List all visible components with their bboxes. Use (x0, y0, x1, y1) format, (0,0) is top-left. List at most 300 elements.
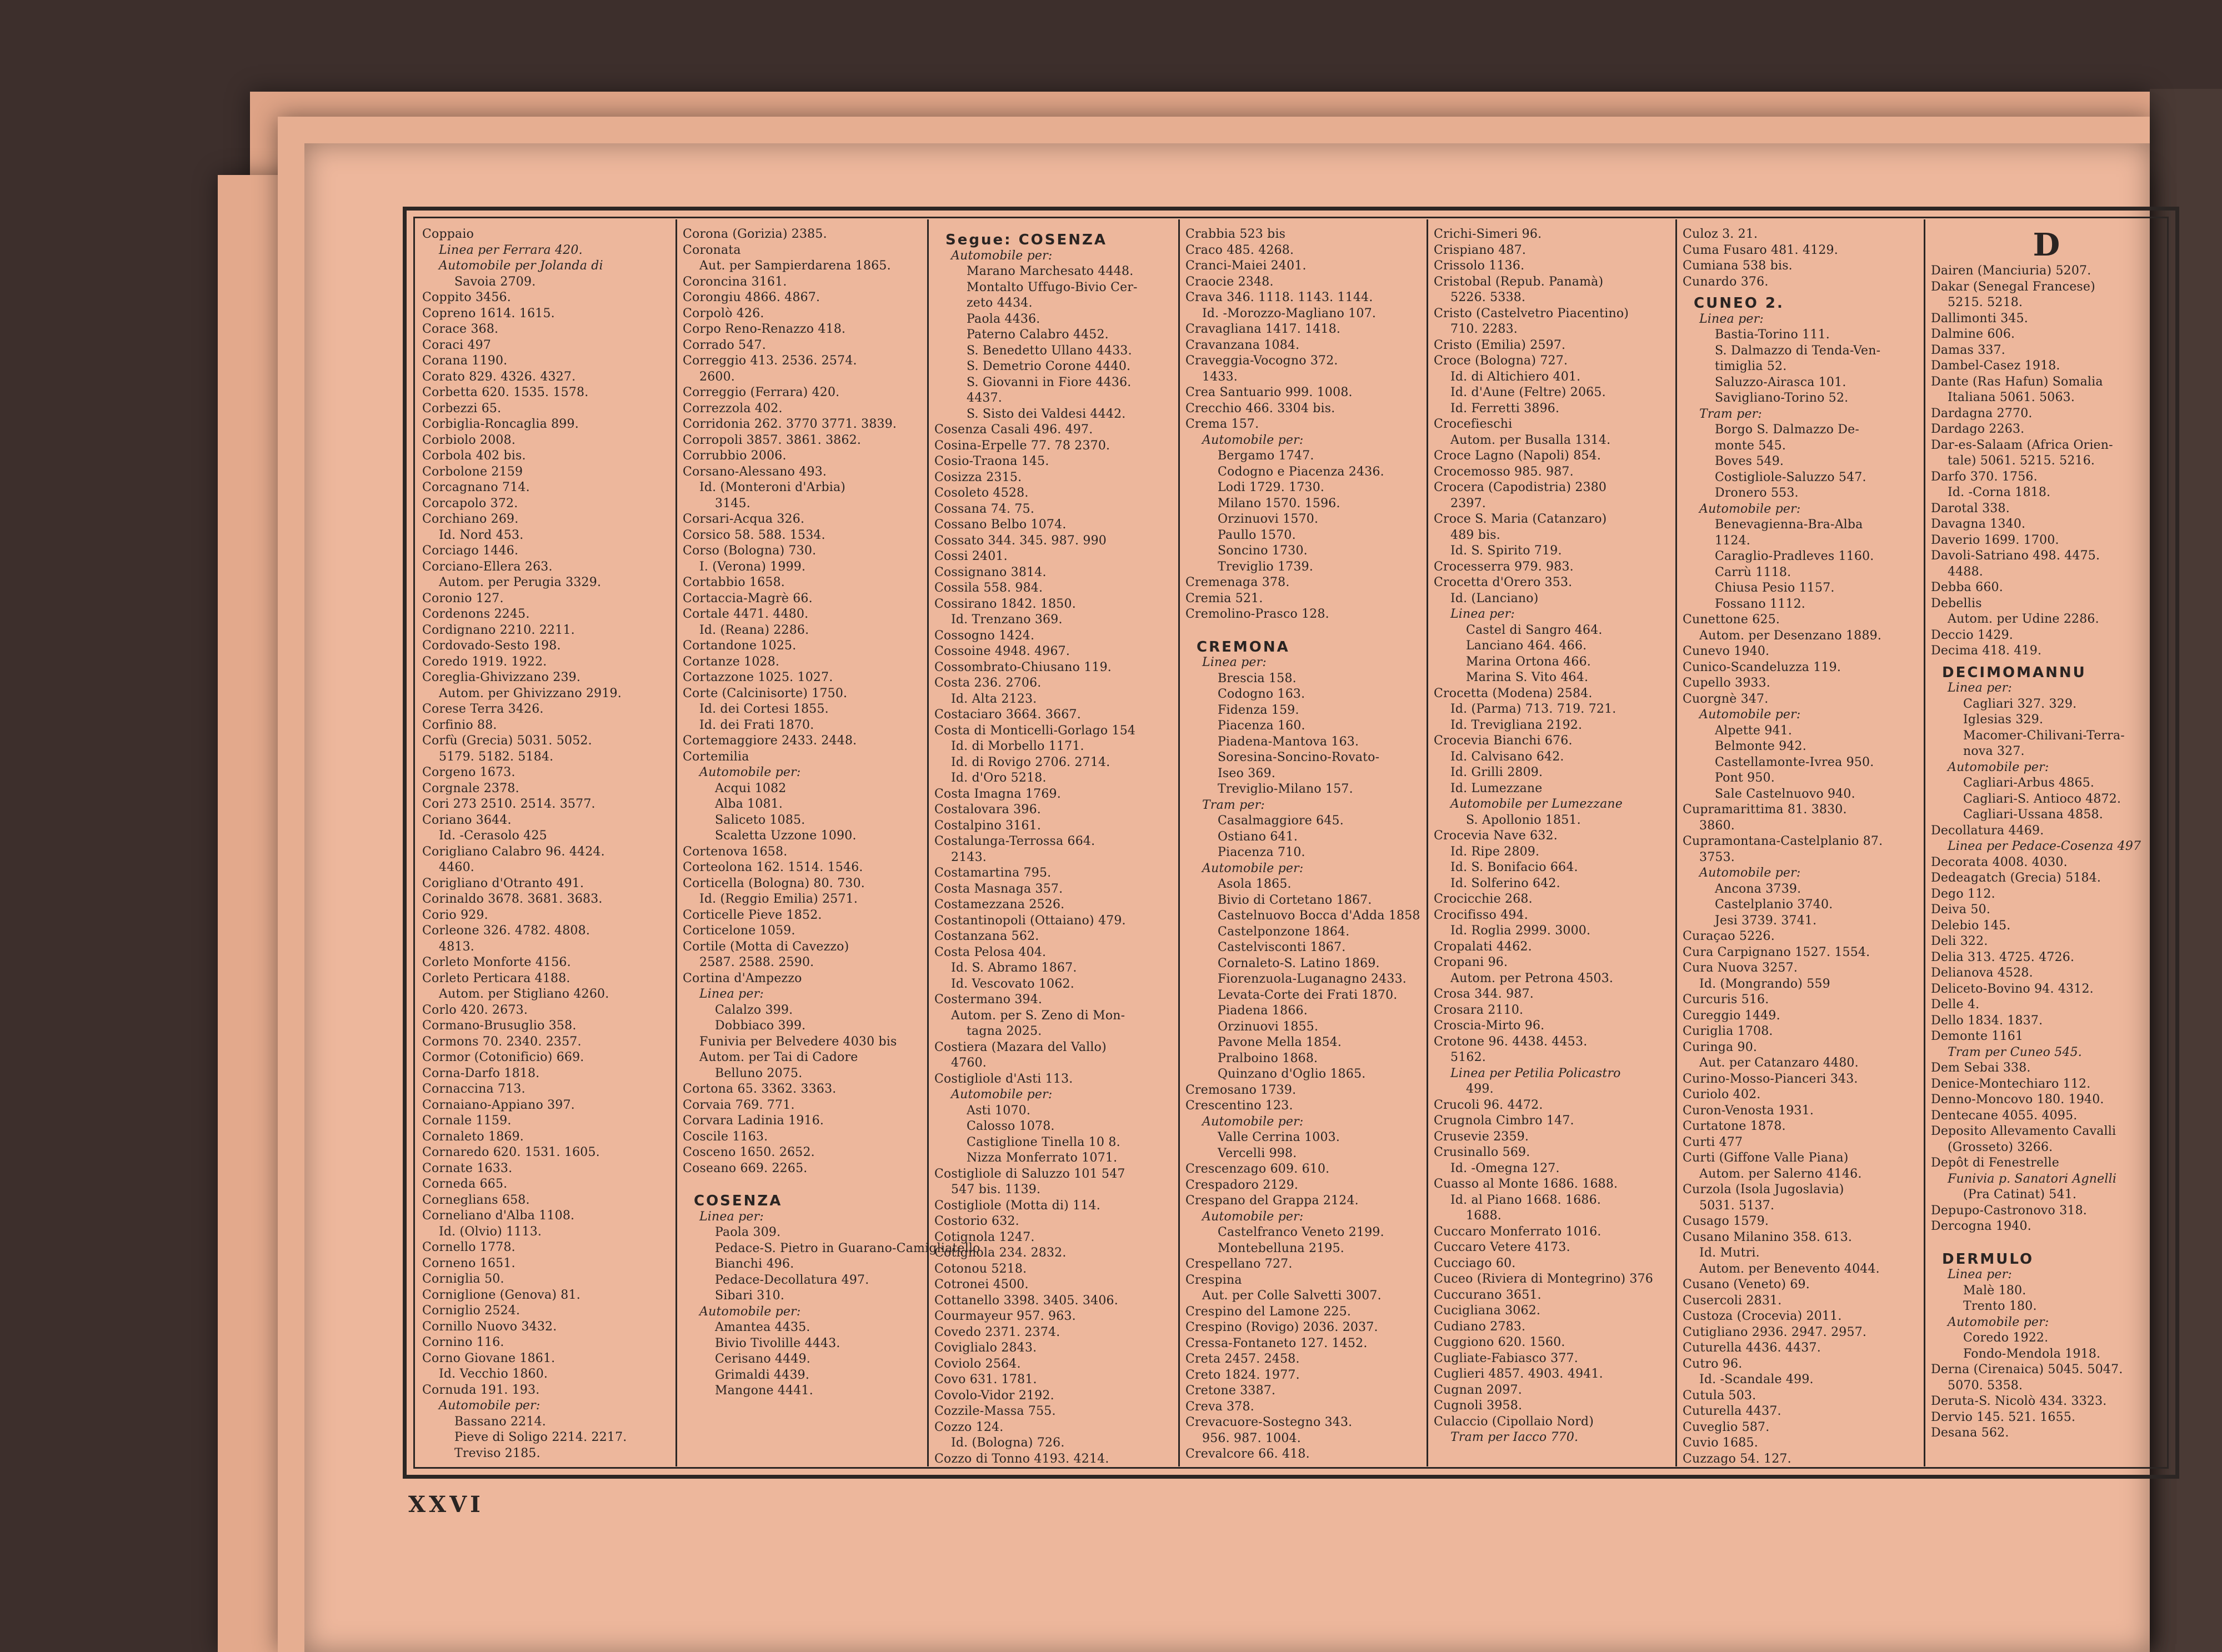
index-entry: Linea per: (1450, 607, 1515, 621)
index-entry: Crusevie 2359. (1434, 1129, 1529, 1144)
index-entry: Id. S. Bonifacio 664. (1450, 860, 1578, 874)
index-entry: Cornale 1159. (422, 1114, 512, 1128)
index-entry: Cotonou 5218. (934, 1261, 1027, 1276)
index-entry: Corridonia 262. 3770 3771. 3839. (683, 417, 897, 431)
index-entry: Corticelle Pieve 1852. (683, 908, 822, 922)
index-entry: Cura Nuova 3257. (1683, 961, 1798, 975)
index-entry: Cormano-Brusuglio 358. (422, 1019, 577, 1033)
index-entry: Aut. per Catanzaro 4480. (1699, 1056, 1859, 1070)
index-entry: Cunico-Scandeluzza 119. (1683, 660, 1841, 674)
index-entry: Piacenza 160. (1218, 719, 1305, 733)
index-entry: Cremenaga 378. (1185, 575, 1290, 589)
index-entry: Automobile per: (1699, 502, 1801, 516)
index-entry: Decorata 4008. 4030. (1931, 855, 2068, 869)
index-entry: Marina S. Vito 464. (1466, 670, 1589, 684)
index-entry: Courmayeur 957. 963. (934, 1309, 1076, 1323)
index-entry: Dego 112. (1931, 887, 1995, 901)
index-entry: Cusano Milanino 358. 613. (1683, 1230, 1853, 1244)
index-entry: Dalmine 606. (1931, 327, 2015, 341)
index-entry: 4760. (951, 1056, 987, 1070)
index-entry: Coroncina 3161. (683, 274, 787, 289)
index-entry: Boves 549. (1715, 454, 1784, 468)
index-entry: Cuvio 1685. (1683, 1436, 1758, 1450)
index-entry: Covo 631. 1781. (934, 1373, 1037, 1386)
index-column-7 (1925, 227, 2168, 1469)
index-entry: nova 327. (1963, 744, 2025, 758)
index-entry: Cropalati 4462. (1434, 939, 1532, 954)
index-entry: Coredo 1919. 1922. (422, 654, 547, 669)
index-entry: Cutigliano 2936. 2947. 2957. (1683, 1325, 1867, 1339)
index-entry: Id. Roglia 2999. 3000. (1450, 924, 1591, 938)
index-entry: Cremolino-Prasco 128. (1185, 607, 1329, 621)
index-entry: Corace 368. (422, 322, 499, 336)
index-entry: 3145. (715, 496, 750, 510)
index-entry: Croscia-Mirto 96. (1434, 1019, 1545, 1033)
index-entry: Autom. per Stigliano 4260. (439, 987, 609, 1001)
index-entry: Bianchi 496. (715, 1257, 794, 1271)
index-entry: Cuzzago 54. 127. (1683, 1451, 1791, 1466)
index-entry: Corleone 326. 4782. 4808. (422, 924, 590, 938)
index-entry: Costorio 632. (934, 1214, 1019, 1228)
index-entry: Corbiolo 2008. (422, 433, 516, 447)
index-entry: Automobile per: (1699, 708, 1801, 722)
index-entry: Treviglio-Milano 157. (1218, 782, 1353, 796)
index-entry: Denice-Montechiaro 112. (1931, 1077, 2091, 1091)
index-entry: Costamartina 795. (934, 866, 1052, 880)
index-entry: Autom. per Udine 2286. (1948, 612, 2099, 626)
index-entry: Curinga 90. (1683, 1040, 1758, 1054)
index-entry: 956. 987. 1004. (1202, 1431, 1301, 1445)
section-heading: Segue: COSENZA (945, 232, 1107, 248)
index-entry: Automobile per Lumezzane (1450, 797, 1623, 811)
index-entry: Debba 660. (1931, 580, 2003, 594)
index-entry: Brescia 158. (1218, 671, 1297, 685)
index-entry: Cuggiono 620. 1560. (1434, 1335, 1565, 1349)
index-entry: Valle Cerrina 1003. (1218, 1130, 1340, 1144)
index-entry: Linea per Pedace-Cosenza 497 (1948, 839, 2141, 853)
index-entry: Savoia 2709. (454, 274, 536, 289)
index-entry: Cossila 558. 984. (934, 581, 1043, 595)
index-entry: 4488. (1948, 564, 1983, 579)
index-entry: Coraci 497 (422, 338, 492, 352)
index-entry: 499. (1466, 1082, 1494, 1096)
index-entry: Crespellano 727. (1185, 1257, 1293, 1271)
index-entry: Dentecane 4055. 4095. (1931, 1108, 2078, 1123)
index-entry: Piadena-Mantova 163. (1218, 734, 1359, 749)
index-entry: Id. di Rovigo 2706. 2714. (951, 755, 1110, 769)
index-entry: Id. -Corna 1818. (1948, 485, 2051, 499)
page-number: XXVI (408, 1491, 484, 1518)
index-entry: Linea per: (1948, 1268, 2012, 1281)
index-entry: Costiera (Mazara del Vallo) (934, 1040, 1107, 1054)
index-entry: Id. Mutri. (1699, 1246, 1760, 1260)
index-entry: Deiva 50. (1931, 903, 1991, 917)
index-entry: Corcapolo 372. (422, 496, 518, 510)
index-entry: Cosina-Erpelle 77. 78 2370. (934, 438, 1110, 453)
index-entry: Id. (Bolognа) 726. (951, 1436, 1065, 1450)
index-entry: Id. (Mongrando) 559 (1699, 977, 1830, 991)
index-entry: Paola 309. (715, 1225, 781, 1239)
index-entry: Id. di Morbello 1171. (951, 739, 1084, 753)
index-entry: Sale Castelnuovo 940. (1715, 787, 1855, 801)
index-column-1 (417, 227, 675, 1469)
index-entry: Bergamo 1747. (1218, 449, 1314, 463)
section-heading: DECIMOMANNU (1942, 664, 2086, 681)
index-entry: Cotignola 234. 2832. (934, 1246, 1067, 1260)
index-entry: Castellamonte-Ivrea 950. (1715, 755, 1874, 769)
index-entry: Mangone 4441. (715, 1384, 813, 1398)
index-entry: Id. (Olvio) 1113. (439, 1224, 542, 1239)
index-entry: S. Demetrio Corone 4440. (967, 359, 1131, 373)
index-entry: Cortandone 1025. (683, 639, 797, 653)
index-entry: Linea per Ferrara 420. (439, 243, 583, 257)
index-entry: 3860. (1699, 818, 1735, 833)
index-entry: Alba 1081. (715, 797, 783, 811)
index-entry: Cornaredo 620. 1531. 1605. (422, 1145, 600, 1159)
index-entry: Carrù 1118. (1715, 565, 1791, 579)
index-entry: Id. Vescovato 1062. (951, 977, 1074, 991)
index-entry: Cupramontana-Castelplanio 87. (1683, 834, 1883, 848)
index-entry: Crucoli 96. 4472. (1434, 1098, 1543, 1112)
index-entry: Castiglione Tinella 10 8. (967, 1135, 1120, 1149)
index-entry: Fidenza 159. (1218, 703, 1299, 717)
index-entry: 2397. (1450, 496, 1486, 510)
index-entry: Dercogna 1940. (1931, 1219, 2031, 1233)
index-entry: Pralboino 1868. (1218, 1051, 1318, 1065)
index-entry: Soresina-Soncino-Rovato- (1218, 750, 1380, 764)
index-entry: Cunevo 1940. (1683, 644, 1770, 658)
index-entry: Dello 1834. 1837. (1931, 1013, 2043, 1028)
index-entry: Corciano-Ellera 263. (422, 559, 553, 574)
index-entry: Malè 180. (1963, 1283, 2026, 1298)
index-entry: Id. d'Aune (Feltre) 2065. (1450, 386, 1606, 399)
index-entry: Davoli-Satriano 498. 4475. (1931, 549, 2100, 563)
index-entry: 2143. (951, 850, 987, 864)
index-entry: Covedo 2371. 2374. (934, 1325, 1060, 1339)
index-column-5 (1428, 227, 1675, 1469)
index-entry: Cuccaro Vetere 4173. (1434, 1240, 1570, 1254)
index-entry: Desana 562. (1931, 1426, 2009, 1440)
index-entry: Funivia per Belvedere 4030 bis (699, 1034, 897, 1049)
index-entry: Cortenova 1658. (683, 844, 788, 859)
index-entry: Cortona 65. 3362. 3363. (683, 1082, 837, 1096)
index-entry: Corpolò 426. (683, 306, 764, 321)
index-entry: Autom. per Perugia 3329. (439, 575, 602, 589)
index-entry: Caraglio-Pradleves 1160. (1715, 549, 1874, 563)
index-entry: Paullo 1570. (1218, 528, 1296, 542)
index-entry: Acqui 1082 (715, 781, 787, 795)
index-entry: Autom. per Petrona 4503. (1450, 971, 1614, 985)
index-entry: Corniglio 2524. (422, 1304, 521, 1318)
index-entry: 3753. (1699, 850, 1735, 864)
index-entry: Cunettone 625. (1683, 613, 1780, 627)
index-entry: Cossi 2401. (934, 549, 1008, 563)
index-entry: Coscile 1163. (683, 1129, 768, 1144)
index-entry: Bastia-Torino 111. (1715, 328, 1830, 342)
index-entry: Crosa 344. 987. (1434, 987, 1534, 1001)
index-entry: Automobile per: (699, 765, 801, 779)
index-entry: Corbolone 2159 (422, 464, 523, 479)
index-entry: Automobile per: (1948, 1315, 2049, 1329)
index-entry: Crugnola Cimbro 147. (1434, 1114, 1574, 1128)
index-entry: Autom. per S. Zeno di Mon- (951, 1008, 1125, 1023)
section-heading: D (2033, 227, 2060, 263)
index-entry: Linea per: (1699, 312, 1764, 326)
index-entry: Castelponzone 1864. (1218, 924, 1350, 939)
index-entry: Automobile per: (951, 248, 1053, 263)
index-entry: Cortazzone 1025. 1027. (683, 670, 833, 684)
index-entry: Cropani 96. (1434, 955, 1508, 969)
index-entry: 1688. (1466, 1209, 1502, 1223)
section-heading: COSENZA (694, 1193, 783, 1209)
index-entry: Cortemaggiore 2433. 2448. (683, 734, 857, 748)
index-entry: Cornino 116. (422, 1335, 504, 1349)
index-entry: Corato 829. 4326. 4327. (422, 369, 576, 384)
index-entry: Costigliole (Motta di) 114. (934, 1198, 1100, 1213)
index-entry: Correzzola 402. (683, 401, 783, 415)
index-entry: Delianova 4528. (1931, 966, 2033, 980)
index-entry: Id. al Piano 1668. 1686. (1450, 1193, 1602, 1207)
index-entry: Fossano 1112. (1715, 597, 1805, 611)
index-entry: Id. -Omegna 127. (1450, 1161, 1560, 1175)
index-entry: Cossana 74. 75. (934, 502, 1035, 516)
index-entry: Crevacuore-Sostegno 343. (1185, 1415, 1353, 1429)
index-entry: Cozzile-Massa 755. (934, 1404, 1056, 1418)
index-entry: Automobile per: (1202, 1209, 1304, 1224)
index-entry: Cortanze 1028. (683, 654, 780, 669)
index-entry: Curtatone 1878. (1683, 1119, 1786, 1133)
index-entry: Corbola 402 bis. (422, 449, 526, 463)
index-entry: Corneda 665. (422, 1177, 508, 1191)
index-entry: Calosso 1078. (967, 1119, 1055, 1133)
index-entry: Corno Giovane 1861. (422, 1351, 556, 1365)
index-entry: Depôt di Fenestrelle (1931, 1156, 2059, 1170)
index-entry: S. Giovanni in Fiore 4436. (967, 375, 1132, 389)
index-entry: Corneliano d'Alba 1108. (422, 1209, 575, 1223)
index-entry: Italiana 5061. 5063. (1948, 391, 2075, 404)
index-entry: Autom. per Busalla 1314. (1450, 433, 1611, 447)
index-entry: Cossogno 1424. (934, 628, 1035, 643)
index-entry: Cortale 4471. 4480. (683, 607, 809, 621)
index-entry: Corneglians 658. (422, 1193, 530, 1207)
index-entry: Cuorgnè 347. (1683, 692, 1769, 706)
index-entry: Corfù (Grecia) 5031. 5052. (422, 734, 592, 748)
index-entry: Cutula 503. (1683, 1388, 1756, 1403)
index-entry: Cagliari-Arbus 4865. (1963, 776, 2095, 790)
index-entry: Coriano 3644. (422, 813, 512, 827)
index-entry: Cordenons 2245. (422, 607, 530, 621)
index-entry: Linea per Petilia Policastro (1450, 1066, 1621, 1080)
index-entry: Deli 322. (1931, 934, 1988, 948)
index-entry: Crichi-Simeri 96. (1434, 227, 1542, 241)
index-entry: Corigliano d'Otranto 491. (422, 876, 584, 890)
index-entry: Cossignano 3814. (934, 565, 1047, 579)
index-entry: Correggio 413. 2536. 2574. (683, 354, 857, 368)
index-entry: Curiolo 402. (1683, 1088, 1761, 1102)
index-entry: Linea per: (1202, 655, 1267, 669)
index-entry: Cuccaro Monferrato 1016. (1434, 1224, 1602, 1239)
index-entry: Saliceto 1085. (715, 813, 805, 827)
index-entry: Cura Carpignano 1527. 1554. (1683, 945, 1870, 959)
index-entry: Costamezzana 2526. (934, 898, 1065, 912)
index-entry: Id. Vecchio 1860. (439, 1367, 548, 1381)
index-entry: Costanzana 562. (934, 929, 1039, 943)
index-entry: Cristo (Castelvetro Piacentino) (1434, 306, 1629, 321)
index-entry: Cottanello 3398. 3405. 3406. (934, 1293, 1118, 1308)
index-entry: Corleto Monforte 4156. (422, 955, 571, 969)
index-entry: Cuasso al Monte 1686. 1688. (1434, 1177, 1618, 1191)
index-entry: Crotone 96. 4438. 4453. (1434, 1034, 1588, 1049)
index-entry: Bivio Tivolille 4443. (715, 1336, 840, 1350)
index-entry: 5179. 5182. 5184. (439, 749, 554, 764)
index-entry: Corso (Bologna) 730. (683, 544, 817, 558)
index-entry: Corio 929. (422, 908, 488, 922)
index-column-6 (1677, 227, 1924, 1469)
index-entry: Coviolo 2564. (934, 1356, 1021, 1371)
index-entry: Crusinallo 569. (1434, 1145, 1530, 1159)
index-entry: Dervio 145. 521. 1655. (1931, 1410, 2076, 1424)
index-entry: Cornaiano-Appiano 397. (422, 1098, 575, 1112)
index-entry: Dante (Ras Hafun) Somalia (1931, 374, 2103, 389)
index-entry: Corte (Calcinisorte) 1750. (683, 686, 848, 700)
index-entry: 4437. (967, 391, 1002, 405)
index-entry: Curon-Venosta 1931. (1683, 1103, 1814, 1118)
index-entry: Creto 1824. 1977. (1185, 1368, 1300, 1382)
index-entry: Cosizza 2315. (934, 470, 1022, 484)
index-entry: Cozzo di Tonno 4193. 4214. (934, 1451, 1109, 1466)
index-entry: Id. Grilli 2809. (1450, 765, 1543, 779)
index-entry: Cozzo 124. (934, 1420, 1004, 1434)
index-entry: Asti 1070. (967, 1103, 1031, 1118)
index-entry: Milano 1570. 1596. (1218, 496, 1340, 510)
index-entry: Linea per: (1948, 681, 2012, 695)
index-entry: timiglia 52. (1715, 359, 1787, 373)
index-entry: Corsari-Acqua 326. (683, 512, 805, 526)
index-entry: Nizza Monferrato 1071. (967, 1151, 1118, 1165)
index-entry: Autom. per Salerno 4146. (1699, 1167, 1862, 1181)
index-entry: Curaçao 5226. (1683, 929, 1775, 943)
index-entry: Id. -Scandale 499. (1699, 1373, 1814, 1386)
index-entry: Id. (Lanciano) (1450, 591, 1539, 605)
index-entry: Cugliate-Fabiasco 377. (1434, 1351, 1578, 1365)
index-entry: Cupramarittima 81. 3830. (1683, 803, 1847, 817)
index-entry: Crocicchie 268. (1434, 892, 1533, 906)
index-entry: 710. 2283. (1450, 322, 1518, 336)
index-entry: Fiorenzuola-Luganagno 2433. (1218, 972, 1407, 986)
index-entry: Cornaleto 1869. (422, 1129, 524, 1144)
index-entry: Corcagnano 714. (422, 480, 530, 494)
index-entry: Aut. per Colle Salvetti 3007. (1202, 1289, 1382, 1303)
index-entry: Cornello 1778. (422, 1240, 516, 1254)
index-entry: Coredo 1922. (1963, 1331, 2049, 1345)
index-entry: Cosoleto 4528. (934, 486, 1029, 500)
index-entry: Treviso 2185. (454, 1446, 541, 1460)
index-entry: Culoz 3. 21. (1683, 227, 1758, 241)
index-entry: Fondo-Mendola 1918. (1963, 1346, 2101, 1361)
index-entry: Crocera (Capodistria) 2380 (1434, 480, 1607, 494)
index-entry: Id. -Cerasolo 425 (439, 829, 547, 843)
index-entry: Id. S. Spirito 719. (1450, 544, 1562, 558)
index-entry: Automobile per: (439, 1399, 541, 1413)
index-entry: Corbezzi 65. (422, 401, 502, 415)
index-entry: Crespano del Grappa 2124. (1185, 1194, 1359, 1208)
index-entry: Corlo 420. 2673. (422, 1003, 528, 1017)
index-entry: I. (Verona) 1999. (699, 559, 806, 574)
index-entry: Curiglia 1708. (1683, 1024, 1773, 1038)
index-entry: Decollatura 4469. (1931, 823, 2044, 838)
index-entry: Derna (Cirenaica) 5045. 5047. (1931, 1363, 2123, 1376)
index-entry: Corna-Darfo 1818. (422, 1066, 540, 1080)
index-entry: Dedeagatch (Grecia) 5184. (1931, 871, 2101, 885)
index-entry: Deposito Allevamento Cavalli (1931, 1124, 2116, 1138)
index-entry: Cornaccina 713. (422, 1082, 526, 1096)
index-entry: Curti 477 (1683, 1135, 1743, 1149)
index-entry: Tram per Cuneo 545. (1948, 1045, 2082, 1059)
index-entry: Creta 2457. 2458. (1185, 1352, 1300, 1366)
index-entry: Cormons 70. 2340. 2357. (422, 1034, 582, 1049)
index-entry: Crocifisso 494. (1434, 908, 1528, 922)
index-entry: Pont 950. (1715, 771, 1775, 785)
index-entry: Id. -Morozzo-Magliano 107. (1202, 306, 1377, 321)
index-entry: Decima 418. 419. (1931, 644, 2042, 658)
index-entry: Crocefieschi (1434, 417, 1513, 431)
index-entry: Coronata (683, 243, 741, 257)
index-entry: Dar-es-Salaam (Africa Orien- (1931, 438, 2113, 452)
index-entry: Orzinuovi 1570. (1218, 512, 1319, 526)
index-entry: Corticella (Bologna) 80. 730. (683, 876, 865, 890)
index-entry: Cremia 521. (1185, 591, 1263, 605)
index-entry: Crescenzago 609. 610. (1185, 1162, 1330, 1176)
index-entry: Creva 378. (1185, 1399, 1254, 1414)
index-entry: Crespina (1185, 1273, 1242, 1287)
index-entry: Deliceto-Bovino 94. 4312. (1931, 982, 2094, 996)
index-entry: Alpette 941. (1715, 723, 1793, 738)
index-entry: Costigliole-Saluzzo 547. (1715, 470, 1866, 484)
index-entry: Cormor (Cotonificio) 669. (422, 1050, 584, 1064)
index-entry: Cornillo Nuovo 3432. (422, 1319, 557, 1334)
index-entry: Curcuris 516. (1683, 993, 1769, 1007)
index-entry: Costigliole d'Asti 113. (934, 1072, 1073, 1086)
index-entry: Crocesserra 979. 983. (1434, 559, 1574, 574)
index-entry: Cornaleto-S. Latino 1869. (1218, 956, 1380, 970)
section-heading: DERMULO (1942, 1250, 2034, 1268)
index-entry: S. Benedetto Ullano 4433. (967, 343, 1132, 358)
index-entry: Darfo 370. 1756. (1931, 469, 2038, 484)
index-entry: S. Apollonio 1851. (1466, 813, 1581, 827)
index-entry: Chiusa Pesio 1157. (1715, 581, 1835, 595)
index-entry: Automobile per: (1699, 866, 1801, 880)
index-entry: Delle 4. (1931, 998, 1980, 1012)
index-entry: Cupello 3933. (1683, 676, 1770, 690)
index-entry: Cuccurano 3651. (1434, 1288, 1542, 1302)
index-entry: Cristobal (Repub. Panamà) (1434, 274, 1604, 289)
index-entry: Corfinio 88. (422, 718, 497, 732)
index-entry: Cusago 1579. (1683, 1214, 1769, 1228)
index-entry: Cusercoli 2831. (1683, 1293, 1782, 1308)
index-entry: Id. d'Oro 5218. (951, 771, 1047, 785)
index-entry: Id. dei Cortesi 1855. (699, 702, 829, 716)
index-entry: Cretone 3387. (1185, 1384, 1276, 1398)
index-entry: Iseo 369. (1218, 766, 1276, 780)
index-entry: Corciago 1446. (422, 544, 519, 558)
index-entry: Levata-Corte dei Frati 1870. (1218, 988, 1398, 1002)
index-entry: Corniglia 50. (422, 1272, 504, 1286)
index-entry: Deccio 1429. (1931, 628, 2013, 642)
index-entry: S. Dalmazzo di Tenda-Ven- (1715, 343, 1881, 358)
index-entry: Cranci-Maiei 2401. (1185, 259, 1307, 273)
index-column-4 (1180, 227, 1427, 1469)
index-entry: Iglesias 329. (1963, 713, 2044, 727)
